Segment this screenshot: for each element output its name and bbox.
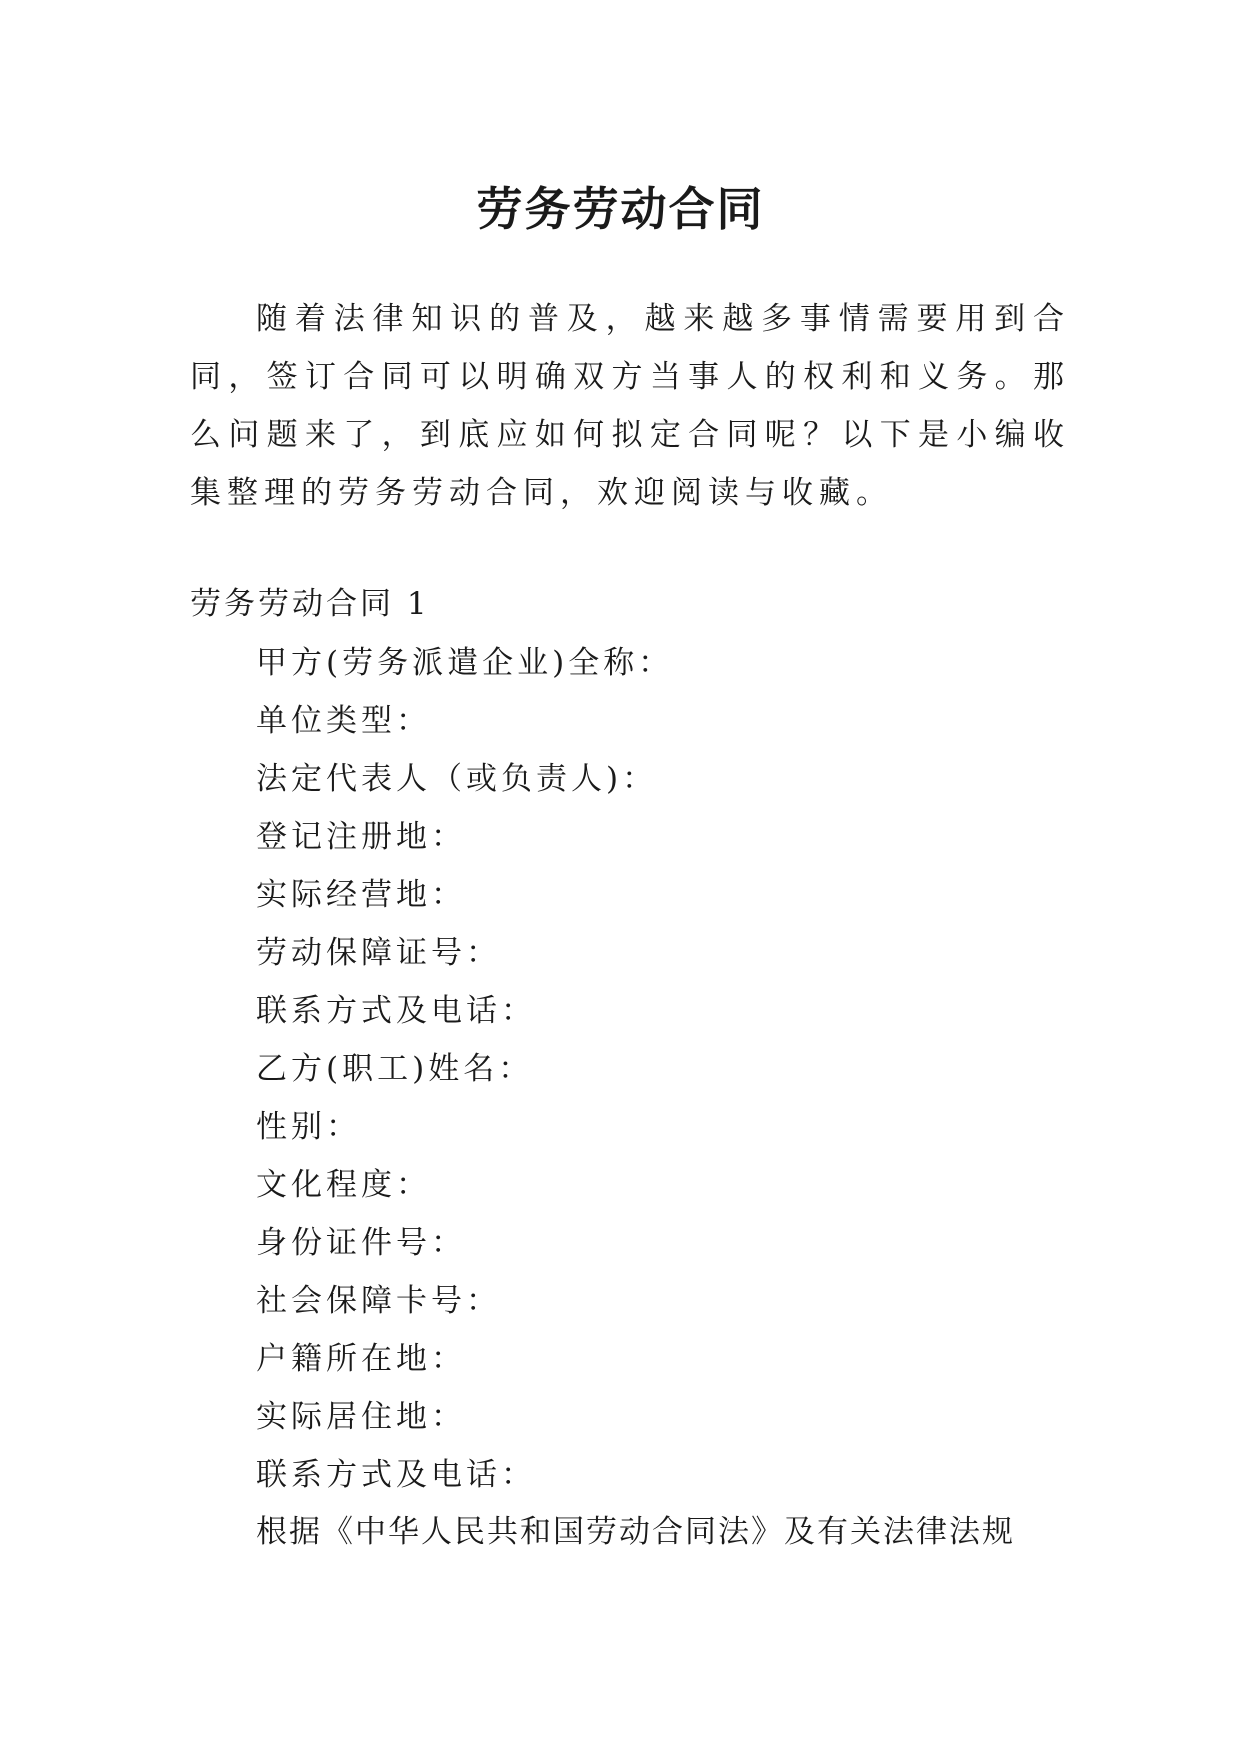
field-party-b-contact: 联系方式及电话： — [256, 1457, 536, 1493]
closing-paragraph-start: 根据《中华人民共和国劳动合同法》及有关法律法规 — [256, 1514, 1015, 1550]
intro-paragraph: 随着法律知识的普及，越来越多事情需要用到合同，签订合同可以明确双方当事人的权利和义务。那么问题来了，到底应如何拟定合同呢？以下是小编收集整理的劳务劳动合同，欢迎阅读与收藏。 — [190, 301, 1070, 511]
contract-fields-list — [256, 643, 673, 1513]
field-household-registration: 户籍所在地： — [256, 1341, 466, 1377]
field-residence: 实际居住地： — [256, 1399, 466, 1435]
field-legal-representative: 法定代表人（或负责人)： — [256, 761, 658, 797]
field-party-b-name: 乙方(职工)姓名： — [256, 1051, 534, 1087]
section-title: 劳务劳动合同 1 — [190, 586, 430, 622]
field-party-a-contact: 联系方式及电话： — [256, 993, 536, 1029]
field-unit-type: 单位类型： — [256, 703, 431, 739]
field-business-address: 实际经营地： — [256, 877, 466, 913]
field-id-number: 身份证件号： — [256, 1225, 466, 1261]
field-social-security-card: 社会保障卡号： — [256, 1283, 501, 1319]
document-title: 劳务劳动合同 — [476, 181, 765, 236]
field-registered-address: 登记注册地： — [256, 819, 466, 855]
field-party-a-name: 甲方(劳务派遣企业)全称： — [256, 645, 674, 681]
field-gender: 性别： — [256, 1109, 361, 1145]
field-labor-security-number: 劳动保障证号： — [256, 935, 501, 971]
field-education: 文化程度： — [256, 1167, 431, 1203]
